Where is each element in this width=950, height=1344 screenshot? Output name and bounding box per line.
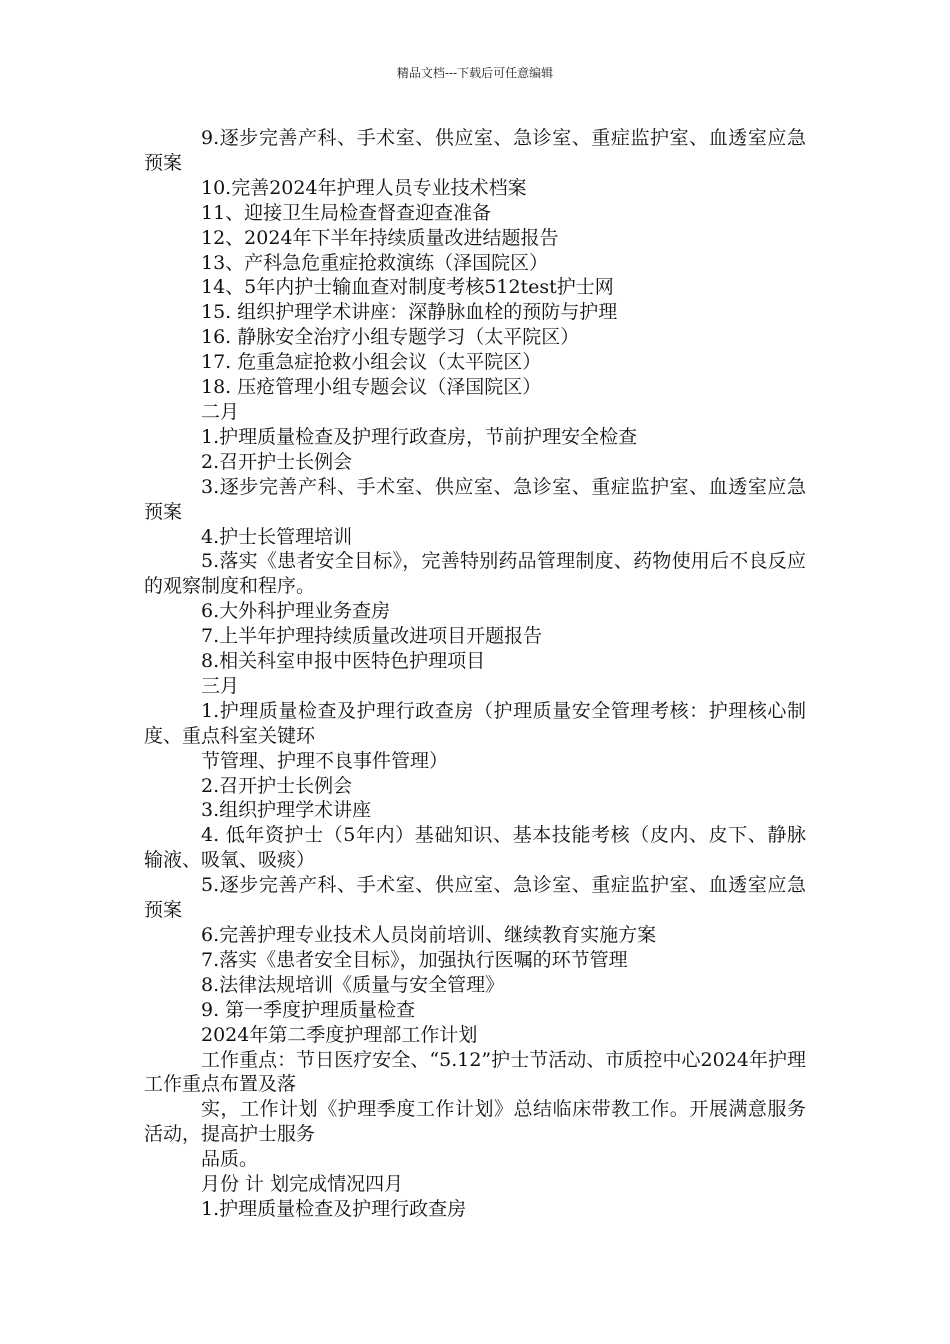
paragraph: 9.逐步完善产科、手术室、供应室、急诊室、重症监护室、血透室应急预案 [144,127,806,174]
paragraph: 18. 压疮管理小组专题会议（泽国院区） [201,376,542,399]
paragraph: 3.逐步完善产科、手术室、供应室、急诊室、重症监护室、血透室应急预案 [144,475,806,523]
paragraph: 1.护理质量检查及护理行政查房 [201,1197,467,1220]
paragraph: 11、迎接卫生局检查督查迎查准备 [201,201,492,224]
paragraph: 17. 危重急症抢救小组会议（太平院区） [201,351,542,374]
page-header: 精品文档---下载后可任意编辑 [396,66,554,80]
paragraph: 实，工作计划《护理季度工作计划》总结临床带教工作。开展满意服务活动，提高护士服务 [144,1098,806,1146]
paragraph: 6.大外科护理业务查房 [201,600,391,623]
paragraph: 8.法律法规培训《质量与安全管理》 [201,973,505,996]
paragraph: 4.护士长管理培训 [201,525,353,548]
paragraph: 1.护理质量检查及护理行政查房，节前护理安全检查 [201,425,638,448]
paragraph: 4. 低年资护士（5年内）基础知识、基本技能考核（皮内、皮下、静脉输液、吸氧、吸痰） [144,824,806,872]
paragraph: 品质。 [201,1148,259,1171]
section-heading-february: 二月 [201,400,240,423]
paragraph: 5.落实《患者安全目标》，完善特别药品管理制度、药物使用后不良反应的观察制度和程序。 [144,550,806,598]
paragraph: 1.护理质量检查及护理行政查房（护理质量安全管理考核：护理核心制度、重点科室关键环 [144,699,806,747]
paragraph: 10.完善2024年护理人员专业技术档案 [201,176,527,199]
section-heading-q2-plan: 2024年第二季度护理部工作计划 [201,1023,478,1046]
paragraph: 12、2024年下半年持续质量改进结题报告 [201,226,559,249]
paragraph: 7.上半年护理持续质量改进项目开题报告 [201,625,543,648]
paragraph: 6.完善护理专业技术人员岗前培训、继续教育实施方案 [201,924,657,946]
paragraph: 7.落实《患者安全目标》，加强执行医嘱的环节管理 [201,948,628,971]
paragraph: 16. 静脉安全治疗小组专题学习（太平院区） [201,326,580,349]
paragraph: 13、产科急危重症抢救演练（泽国院区） [201,251,549,274]
document-body [144,126,806,1222]
paragraph: 9. 第一季度护理质量检查 [201,998,416,1021]
paragraph: 2.召开护士长例会 [201,450,353,473]
paragraph: 8.相关科室申报中医特色护理项目 [201,650,486,673]
paragraph: 3.组织护理学术讲座 [201,799,372,822]
paragraph: 节管理、护理不良事件管理） [201,749,449,772]
paragraph: 15. 组织护理学术讲座：深静脉血栓的预防与护理 [201,301,618,324]
paragraph: 工作重点：节日医疗安全、“5.12”护士节活动、市质控中心2024年护理工作重点布置及落 [144,1048,806,1096]
paragraph: 2.召开护士长例会 [201,774,353,797]
paragraph: 5.逐步完善产科、手术室、供应室、急诊室、重症监护室、血透室应急预案 [144,874,806,922]
paragraph: 14、5年内护士输血查对制度考核512test护士网 [201,276,614,299]
paragraph: 月份 计 划完成情况四月 [201,1173,404,1196]
section-heading-march: 三月 [201,674,240,697]
